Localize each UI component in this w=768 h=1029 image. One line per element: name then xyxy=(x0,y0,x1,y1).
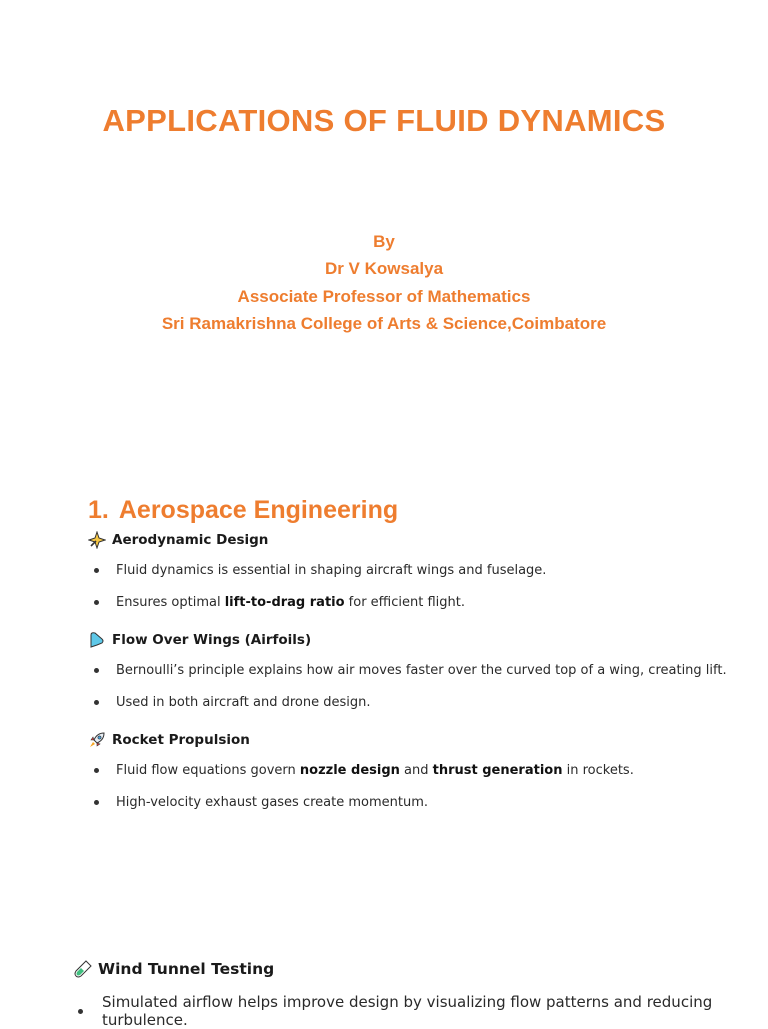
subsection-heading-aerodynamic-design xyxy=(88,531,268,549)
bullet-text: Bernoulli’s principle explains how air moves faster over the curved top of a wing, creating lift. xyxy=(116,663,727,678)
bullet-dot xyxy=(94,568,99,573)
list-item xyxy=(94,563,546,578)
bullet-text: Ensures optimal lift-to-drag ratio for efficient flight. xyxy=(116,595,465,610)
bullet-dot xyxy=(78,1009,83,1014)
list-item xyxy=(94,663,727,678)
list-item xyxy=(94,763,634,778)
bullet-dot xyxy=(94,768,99,773)
bold-term: nozzle design xyxy=(299,763,400,778)
bullet-text: Fluid dynamics is essential in shaping aircraft wings and fuselage. xyxy=(116,563,547,578)
rocket-icon xyxy=(88,731,106,749)
byline-position: Associate Professor of Mathematics xyxy=(237,286,531,306)
list-item xyxy=(94,695,370,710)
section-title: Aerospace Engineering xyxy=(118,496,399,524)
sparkle-tools-icon xyxy=(88,531,106,549)
bullet-text: Used in both aircraft and drone design. xyxy=(116,695,371,710)
byline-by: By xyxy=(373,232,395,251)
byline xyxy=(0,228,768,337)
wing-icon xyxy=(88,631,106,649)
page-title: APPLICATIONS OF FLUID DYNAMICS xyxy=(102,103,666,138)
section-number: 1. xyxy=(88,496,109,524)
test-tube-icon xyxy=(74,960,92,978)
list-item xyxy=(94,595,465,610)
subsection-heading-rocket-propulsion xyxy=(88,731,250,749)
section-heading xyxy=(88,494,398,526)
bold-term: thrust generation xyxy=(432,763,563,778)
bullet-text: Fluid flow equations govern nozzle design and thrust generation in rockets. xyxy=(116,763,634,778)
subsection-title: Aerodynamic Design xyxy=(112,532,269,548)
bullet-text: Simulated airflow helps improve design by visualizing flow patterns and reducing turbulence. xyxy=(102,993,713,1029)
subsection-title: Rocket Propulsion xyxy=(112,732,250,748)
byline-institution: Sri Ramakrishna College of Arts & Science,Coimbatore xyxy=(161,313,607,333)
bullet-dot xyxy=(94,600,99,605)
subsection-heading-flow-over-wings xyxy=(88,631,311,649)
list-item xyxy=(94,795,428,810)
bullet-text: High-velocity exhaust gases create momentum. xyxy=(116,795,429,810)
bullet-dot xyxy=(94,700,99,705)
bold-term: lift-to-drag ratio xyxy=(224,595,345,610)
bullet-dot xyxy=(94,800,99,805)
subsection-heading-wind-tunnel-testing xyxy=(74,960,274,978)
bullet-dot xyxy=(94,668,99,673)
subsection-title: Wind Tunnel Testing xyxy=(98,960,275,978)
byline-author: Dr V Kowsalya xyxy=(324,259,444,279)
subsection-title: Flow Over Wings (Airfoils) xyxy=(112,632,312,648)
